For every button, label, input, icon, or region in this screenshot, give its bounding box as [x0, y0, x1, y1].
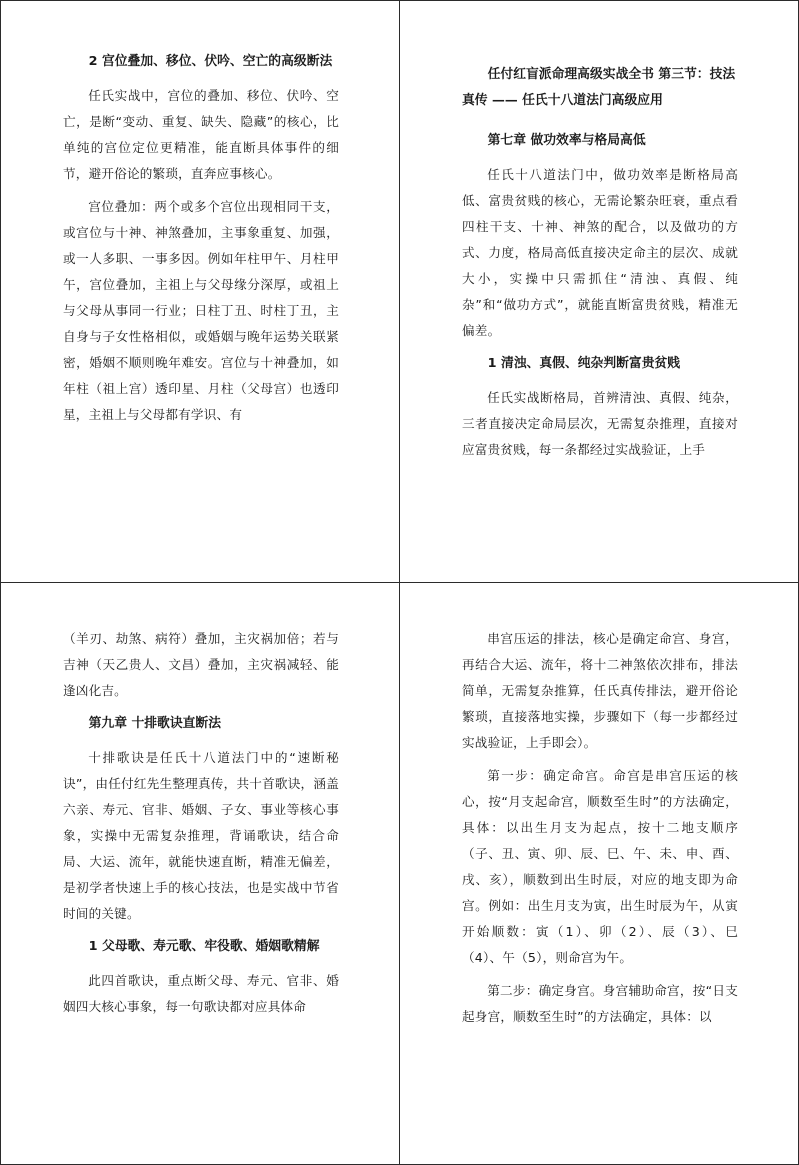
chapter-heading: 第九章 十排歌诀直断法	[88, 716, 222, 731]
page-content	[462, 626, 738, 1037]
paragraph: 十排歌诀是任氏十八道法门中的“速断秘诀”，由任付红先生整理真传，共十首歌诀，涵盖六亲、寿元、官非、婚姻、子女、事业等核心事象，实操中无需复杂推理，背诵歌诀，结合命局、大运、流年，就能快速直断，精准无偏差，是初学者快速上手的核心技法，也是实战中节省时间的关键。	[63, 750, 339, 921]
paragraph: 宫位叠加：两个或多个宫位出现相同干支，或宫位与十神、神煞叠加，主事象重复、加强，或一人多职、一事多因。例如年柱甲午、月柱甲午，宫位叠加，主祖上与父母缘分深厚，或祖上与父母从事同一行业；日柱丁丑、时柱丁丑，主自身与子女性格相似，或婚姻与晚年运势关联紧密，婚姻不顺则晚年难安。宫位与十神叠加，如年柱（祖上宫）透印星、月柱（父母宫）也透印星，主祖上与父母都有学识、有	[63, 199, 339, 422]
page-top-left	[0, 0, 400, 583]
paragraph: 串宫压运的排法，核心是确定命宫、身宫，再结合大运、流年，将十二神煞依次排布，排法简单，无需复杂推算，任氏真传排法，避开俗论繁琐，直接落地实操，步骤如下（每一步都经过实战验证，上手即会）。	[462, 631, 738, 750]
document-title: 任付红盲派命理高级实战全书 第三节：技法真传 —— 任氏十八道法门高级应用	[462, 67, 736, 108]
page-bottom-left	[0, 582, 400, 1165]
paragraph: 第二步：确定身宫。身宫辅助命宫，按“日支起身宫，顺数至生时”的方法确定，具体：以	[462, 983, 738, 1024]
paragraph: （羊刃、劫煞、病符）叠加，主灾祸加倍；若与吉神（天乙贵人、文昌）叠加，主灾祸减轻、能逢凶化吉。	[63, 631, 339, 698]
page-top-right	[399, 0, 799, 583]
paragraph: 第一步：确定命宫。命宫是串宫压运的核心，按“月支起命宫，顺数至生时”的方法确定，具体：以出生月支为起点，按十二地支顺序（子、丑、寅、卯、辰、巳、午、未、申、酉、戌、亥），顺数到出生时辰，对应的地支即为命宫。例如：出生月支为寅，出生时辰为午，从寅开始顺数：寅（1）、卯（2）、辰（3）、巳（4）、午（5），则命宫为午。	[462, 768, 738, 965]
page-content	[462, 62, 738, 470]
section-heading: 1 清浊、真假、纯杂判断富贵贫贱	[487, 356, 681, 371]
paragraph: 任氏实战中，宫位的叠加、移位、伏吟、空亡，是断“变动、重复、缺失、隐藏”的核心，比单纯的宫位定位更精准，能直断具体事件的细节，避开俗论的繁琐，直奔应事核心。	[63, 88, 339, 181]
paragraph: 任氏实战断格局，首辨清浊、真假、纯杂，三者直接决定命局层次，无需复杂推理，直接对应富贵贫贱，每一条都经过实战验证，上手	[462, 390, 738, 457]
page-content	[63, 49, 339, 435]
page-content	[63, 626, 339, 1027]
paragraph: 任氏十八道法门中，做功效率是断格局高低、富贵贫贱的核心，无需论繁杂旺衰，重点看四柱干支、十神、神煞的配合，以及做功的方式、力度，格局高低直接决定命主的层次、成就大小，实操中只需抓住“清浊、真假、纯杂”和“做功方式”，就能直断富贵贫贱，精准无偏差。	[462, 167, 738, 338]
section-heading: 1 父母歌、寿元歌、牢役歌、婚姻歌精解	[88, 939, 320, 954]
section-heading: 2 宫位叠加、移位、伏吟、空亡的高级断法	[88, 54, 333, 69]
page-bottom-right	[399, 582, 799, 1165]
paragraph: 此四首歌诀，重点断父母、寿元、官非、婚姻四大核心事象，每一句歌诀都对应具体命	[63, 973, 339, 1014]
chapter-heading: 第七章 做功效率与格局高低	[487, 133, 646, 148]
